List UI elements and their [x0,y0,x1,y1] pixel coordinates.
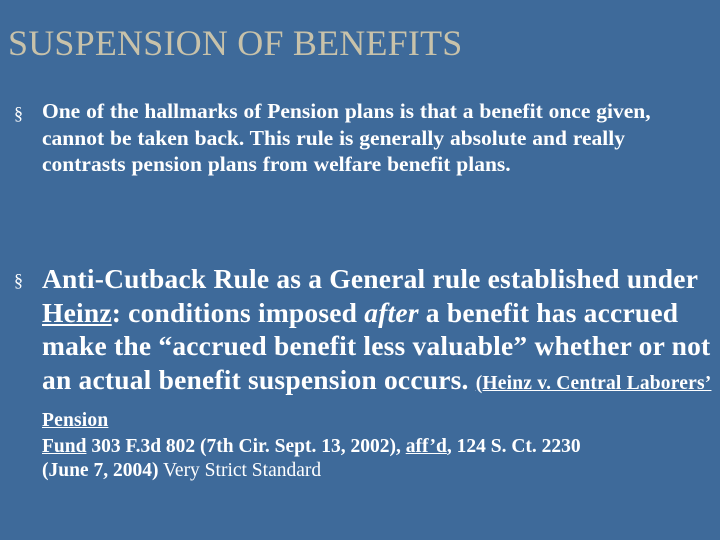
citation-sct: , 124 S. Ct. 2230 [446,435,581,457]
citation-fund: Fund [42,435,87,457]
anti-cutback-statement [42,262,714,438]
bullet-anti-cutback [14,262,714,483]
citation-case-name: (Heinz v. Central Laborers’ Pension [42,372,712,431]
bullet-anti-cutback-text [42,262,714,483]
anti-cutback-part1: Anti-Cutback Rule as a General rule established under [42,263,698,294]
anti-cutback-part3: a benefit has accrued make the “accrued benefit less valuable” whether or not an actual benefit suspension occurs. [42,296,711,395]
bullet-marker-icon: § [14,103,23,123]
bullet-hallmarks [14,98,714,178]
bullet-marker-icon: § [14,270,23,290]
heinz-case-name: Heinz [42,296,112,328]
citation [42,435,714,483]
citation-reporter: 303 F.3d 802 (7th Cir. Sept. 13, 2002), [86,435,406,457]
after-emphasis: after [364,296,419,328]
slide-title: SUSPENSION OF BENEFITS [8,23,463,63]
citation-standard: Very Strict Standard [158,459,322,481]
citation-affd: aff’d [405,435,447,457]
bullet-hallmarks-text: One of the hallmarks of Pension plans is that a benefit once given, cannot be taken back. This rule is generally absolute and really contrasts pension plans from welfare benefit plans. [42,99,651,176]
citation-date: (June 7, 2004) [42,459,159,481]
anti-cutback-part2: : conditions imposed [111,296,365,328]
